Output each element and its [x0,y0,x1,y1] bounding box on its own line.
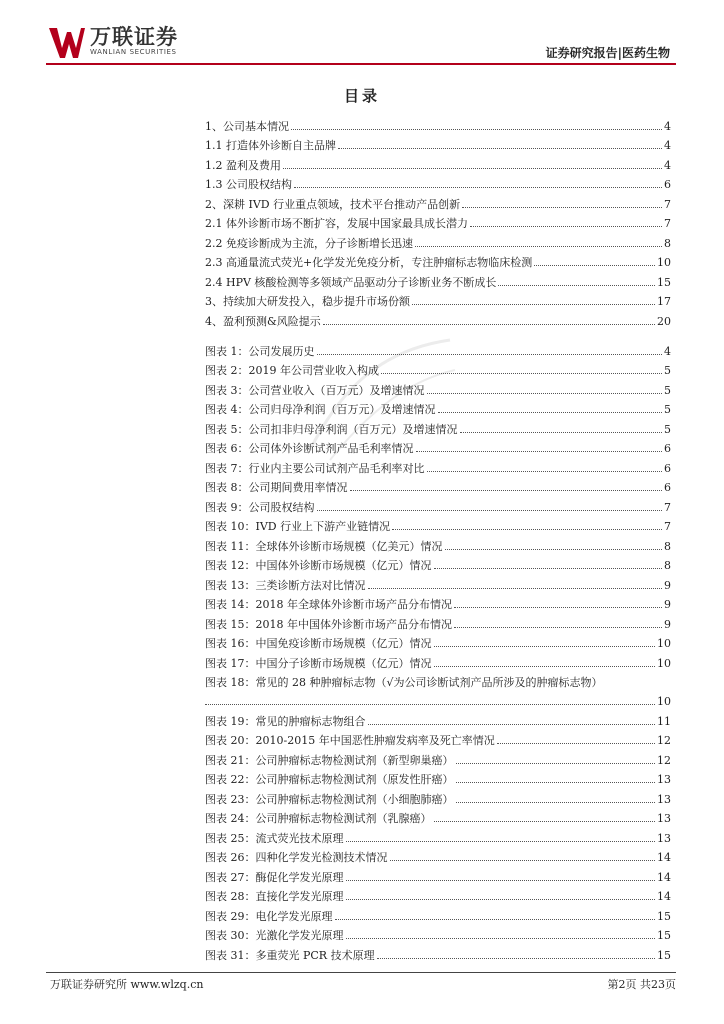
section-entry-label: 2.2 免疫诊断成为主流，分子诊断增长迅速 [205,236,413,250]
figure-entry[interactable] [205,786,671,806]
toc-sections [205,113,671,328]
figure-entry-continuation[interactable] [205,689,671,708]
figure-entry[interactable] [205,747,671,767]
logo-english-name: WANLIAN SECURITIES [90,48,177,56]
figure-entry-page: 5 [664,422,671,436]
page-header [0,0,724,68]
section-entry[interactable] [205,152,671,172]
section-entry-label: 1.3 公司股权结构 [205,178,292,191]
figure-entry-page: 8 [664,539,671,553]
dot-leader [317,354,663,355]
figure-entry[interactable] [205,397,671,417]
figure-entry-label: 图表 18：常见的 28 种肿瘤标志物（√为公司诊断试剂产品所涉及的肿瘤标志物） [205,676,603,689]
figure-entry[interactable] [205,825,671,845]
figure-entry-page: 7 [664,500,671,514]
figure-entry-page: 5 [664,403,671,416]
figure-entry[interactable] [205,650,671,670]
figure-entry-label: 图表 5：公司扣非归母净利润（百万元）及增速情况 [205,422,458,436]
section-entry-page: 15 [657,275,671,289]
figure-entry-label: 图表 15：2018 年中国体外诊断市场产品分布情况 [205,617,452,631]
toc-title: 目录 [343,87,380,105]
figure-entry-page: 10 [657,656,671,670]
dot-leader [434,568,663,569]
figure-entry-label: 图表 28：直接化学发光原理 [205,890,344,903]
dot-leader [381,373,662,374]
section-entry[interactable] [205,269,671,289]
figure-entry[interactable] [205,416,671,436]
dot-leader [434,646,656,647]
figure-entry-page: 14 [657,851,671,864]
section-entry-page: 4 [664,139,671,152]
figure-entry-label: 图表 29：电化学发光原理 [205,909,333,923]
section-entry-label: 4、盈利预测&风险提示 [205,314,321,328]
dot-leader [346,938,656,939]
section-entry-label: 2.3 高通量流式荧光+化学发光免疫分析，专注肿瘤标志物临床检测 [205,256,533,269]
figure-entry-page: 14 [657,870,671,884]
dot-leader [412,304,655,305]
figure-entry-label: 图表 13：三类诊断方法对比情况 [205,578,366,592]
figure-entry[interactable] [205,942,671,962]
dot-leader [368,588,663,589]
dot-leader [498,285,655,286]
figure-entry-label: 图表 22：公司肿瘤标志物检测试剂（原发性肝癌） [205,773,454,786]
section-entry-label: 2.4 HPV 核酸检测等多领域产品驱动分子诊断业务不断成长 [205,275,497,289]
dot-leader [470,226,662,227]
dot-leader [291,129,662,130]
dot-leader [323,324,655,325]
section-entry[interactable] [205,172,671,192]
figure-entry-page: 14 [657,890,671,903]
section-entry-page: 17 [657,295,671,308]
figure-entry-label: 图表 1：公司发展历史 [205,344,315,358]
figure-entry-label: 图表 21：公司肿瘤标志物检测试剂（新型卵巢癌） [205,753,454,767]
figure-entry-label: 图表 23：公司肿瘤标志物检测试剂（小细胞肺癌） [205,792,454,806]
section-entry-label: 1、公司基本情况 [205,119,289,133]
figure-entry-label: 图表 25：流式荧光技术原理 [205,831,344,845]
figure-entry-page: 13 [657,773,671,786]
figure-entry-label: 图表 4：公司归母净利润（百万元）及增速情况 [205,403,436,416]
section-entry-label: 2、深耕 IVD 行业重点领域，技术平台推动产品创新 [205,197,461,211]
figure-entry[interactable] [205,806,671,826]
logo-chinese-name: 万联证券 [90,25,178,49]
figure-entry-label: 图表 14：2018 年全球体外诊断市场产品分布情况 [205,598,452,611]
section-entry-page: 4 [664,119,671,133]
section-entry-label: 1.2 盈利及费用 [205,158,281,172]
dot-leader [390,860,656,861]
dot-leader [454,607,662,608]
section-entry-page: 10 [657,256,671,269]
dot-leader [350,490,663,491]
dot-leader [497,743,655,744]
figure-entry-label: 图表 16：中国免疫诊断市场规模（亿元）情况 [205,637,432,650]
figure-entry[interactable] [205,377,671,397]
section-entry[interactable] [205,308,671,328]
figure-entry[interactable] [205,708,671,728]
figure-entry[interactable] [205,533,671,553]
section-entry[interactable] [205,230,671,250]
figure-entry[interactable] [205,358,671,378]
figure-entry[interactable] [205,553,671,573]
figure-entry-page: 6 [664,442,671,455]
dot-leader [294,187,662,188]
figure-entry-label: 图表 7：行业内主要公司试剂产品毛利率对比 [205,461,425,475]
figure-entry[interactable] [205,572,671,592]
dot-leader [346,880,656,881]
figure-entry-label: 图表 6：公司体外诊断试剂产品毛利率情况 [205,442,414,455]
dot-leader [454,627,662,628]
figure-entry-label: 图表 2：2019 年公司营业收入构成 [205,364,379,377]
dot-leader [368,724,656,725]
footer-page-number: 第2页 共23页 [607,978,676,991]
figure-entry-label: 图表 9：公司股权结构 [205,500,315,514]
figure-entry-label: 图表 12：中国体外诊断市场规模（亿元）情况 [205,559,432,572]
dot-leader [460,432,663,433]
dot-leader [392,529,662,530]
figure-entry-page: 6 [664,481,671,494]
figure-entry[interactable] [205,494,671,514]
figure-entry-label: 图表 20：2010-2015 年中国恶性肿瘤发病率及死亡率情况 [205,734,495,747]
figure-entry-page: 6 [664,461,671,475]
figure-entry[interactable] [205,338,671,358]
figure-entry-page: 12 [657,734,671,747]
section-entry-label: 3、持续加大研发投入，稳步提升市场份额 [205,295,410,308]
figure-entry[interactable] [205,670,671,690]
figure-entry[interactable] [205,845,671,865]
figure-entry-page: 9 [664,617,671,631]
section-entry[interactable] [205,191,671,211]
section-entry-page: 7 [664,217,671,230]
figure-entry[interactable] [205,864,671,884]
figure-entry[interactable] [205,436,671,456]
section-entry[interactable] [205,289,671,309]
section-entry[interactable] [205,250,671,270]
figure-entry-label: 图表 17：中国分子诊断市场规模（亿元）情况 [205,656,432,670]
figure-entry-label: 图表 24：公司肿瘤标志物检测试剂（乳腺癌） [205,812,432,825]
dot-leader [445,549,663,550]
figure-entry-page: 11 [657,714,671,728]
figure-entry-label: 图表 10：IVD 行业上下游产业链情况 [205,520,391,533]
figure-entry-page: 9 [664,578,671,592]
toc-figures [205,338,671,962]
figure-entry-page: 15 [657,948,671,962]
figure-entry-label: 图表 27：酶促化学发光原理 [205,870,344,884]
figure-entry-label: 图表 26：四种化学发光检测技术情况 [205,851,388,864]
figure-entry[interactable] [205,475,671,495]
section-entry[interactable] [205,133,671,153]
figure-entry-page: 15 [657,929,671,942]
figure-entry[interactable] [205,923,671,943]
figure-entry-label: 图表 31：多重荧光 PCR 技术原理 [205,948,375,962]
dot-leader [346,899,656,900]
section-entry-page: 4 [664,158,671,172]
dot-leader [415,246,662,247]
section-entry-label: 2.1 体外诊断市场不断扩容，发展中国家最具成长潜力 [205,217,468,230]
report-category: 证券研究报告|医药生物 [545,46,670,60]
figure-entry[interactable] [205,884,671,904]
dot-leader [377,958,655,959]
dot-leader [434,666,656,667]
figure-entry[interactable] [205,631,671,651]
figure-entry[interactable] [205,592,671,612]
figure-entry[interactable] [205,728,671,748]
footer-institute: 万联证券研究所 www.wlzq.cn [50,978,204,991]
figure-entry[interactable] [205,611,671,631]
figure-entry-page: 13 [657,812,671,825]
figure-entry-page: 10 [657,695,671,708]
figure-entry-page: 13 [657,792,671,806]
footer-divider [46,972,676,973]
header-divider [46,63,676,65]
figure-entry-page: 13 [657,831,671,845]
figure-entry-label: 图表 8：公司期间费用率情况 [205,481,348,494]
dot-leader [462,207,662,208]
dot-leader [205,704,655,705]
dot-leader [416,451,663,452]
company-logo [48,26,178,60]
figure-entry-page: 9 [664,598,671,611]
section-entry-page: 8 [664,236,671,250]
dot-leader [456,802,656,803]
figure-entry-page: 4 [664,344,671,358]
dot-leader [456,782,656,783]
section-entry[interactable] [205,211,671,231]
figure-entry[interactable] [205,514,671,534]
figure-entry-page: 12 [657,753,671,767]
figure-entry-label: 图表 30：光激化学发光原理 [205,929,344,942]
section-entry-label: 1.1 打造体外诊断自主品牌 [205,139,336,152]
dot-leader [317,510,663,511]
figure-entry[interactable] [205,455,671,475]
figure-entry-page: 7 [664,520,671,533]
dot-leader [427,471,663,472]
figure-entry-label: 图表 19：常见的肿瘤标志物组合 [205,714,366,728]
dot-leader [335,919,656,920]
wanlian-logo-icon [48,26,86,60]
figure-entry-page: 10 [657,637,671,650]
figure-entry[interactable] [205,903,671,923]
figure-entry-label: 图表 3：公司营业收入（百万元）及增速情况 [205,383,425,397]
dot-leader [283,168,662,169]
dot-leader [338,148,662,149]
figure-entry-page: 5 [664,364,671,377]
section-entry-page: 6 [664,178,671,191]
dot-leader [427,393,663,394]
dot-leader [456,763,656,764]
figure-entry-label: 图表 11：全球体外诊断市场规模（亿美元）情况 [205,539,443,553]
figure-entry[interactable] [205,767,671,787]
dot-leader [534,265,655,266]
figure-entry-page: 15 [657,909,671,923]
figure-entry-page: 5 [664,383,671,397]
section-entry-page: 7 [664,197,671,211]
figure-entry-page: 8 [664,559,671,572]
dot-leader [346,841,656,842]
dot-leader [434,821,656,822]
section-entry[interactable] [205,113,671,133]
dot-leader [438,412,663,413]
section-entry-page: 20 [657,314,671,328]
